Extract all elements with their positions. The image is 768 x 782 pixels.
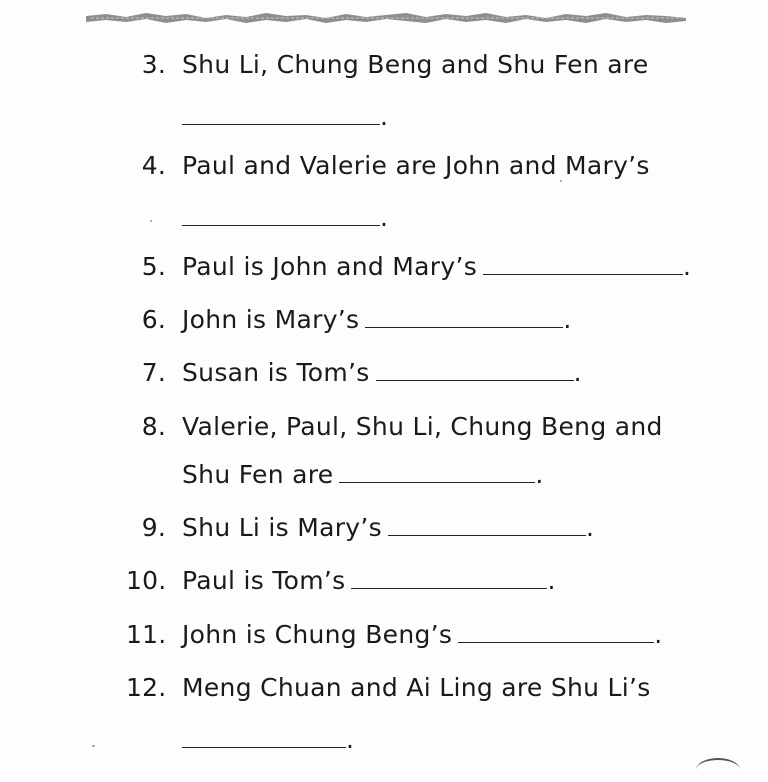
period: . (573, 358, 582, 387)
torn-paper-edge (86, 10, 686, 26)
scan-speck (560, 180, 562, 182)
answer-blank[interactable] (388, 513, 586, 536)
question-text (182, 513, 594, 543)
period: . (585, 513, 595, 542)
question-text: Valerie, Paul, Shu Li, Chung Beng and (182, 412, 663, 441)
answer-blank-row (182, 102, 388, 132)
answer-blank[interactable] (458, 620, 654, 643)
question-number: 8. (141, 412, 166, 441)
period: . (547, 566, 556, 595)
answer-blank[interactable] (376, 358, 574, 381)
question-number: 11. (126, 620, 167, 649)
answer-blank[interactable] (339, 460, 535, 483)
question-text (182, 305, 572, 335)
period: . (346, 725, 354, 754)
question-text-content: John is Mary’s (182, 305, 360, 334)
question-text-content: John is Chung Beng’s (182, 620, 453, 649)
question-text (182, 358, 582, 388)
period: . (380, 203, 388, 232)
question-text-content: Shu Fen are (182, 460, 334, 489)
question-number: 7. (141, 358, 166, 387)
question-text: Paul and Valerie are John and Mary’s (182, 151, 650, 180)
question-text-content: Shu Li is Mary’s (182, 513, 382, 542)
period: . (380, 102, 388, 131)
period: . (563, 305, 572, 334)
question-text (182, 252, 691, 282)
period: . (683, 252, 692, 281)
question-number: 5. (141, 252, 166, 281)
question-number: 3. (141, 50, 166, 79)
answer-blank[interactable] (182, 102, 380, 125)
question-text-content: Paul is Tom’s (182, 566, 346, 595)
answer-blank[interactable] (365, 305, 563, 328)
answer-blank-row (182, 203, 388, 233)
answer-blank[interactable] (182, 725, 346, 748)
answer-blank[interactable] (483, 252, 683, 275)
question-text: Shu Li, Chung Beng and Shu Fen are (182, 50, 649, 79)
question-text-continued (182, 460, 544, 490)
period: . (654, 620, 663, 649)
question-number: 9. (141, 513, 166, 542)
question-number: 10. (126, 566, 167, 595)
question-number: 4. (141, 151, 166, 180)
question-number: 12. (126, 673, 167, 702)
question-text (182, 566, 556, 596)
answer-blank-row (182, 725, 354, 755)
question-text: Meng Chuan and Ai Ling are Shu Li’s (182, 673, 651, 702)
question-text-content: Susan is Tom’s (182, 358, 370, 387)
scan-speck (92, 745, 95, 747)
answer-blank[interactable] (182, 203, 380, 226)
question-text (182, 620, 663, 650)
scan-speck (150, 220, 152, 222)
answer-blank[interactable] (351, 566, 547, 589)
question-text-content: Paul is John and Mary’s (182, 252, 478, 281)
question-number: 6. (141, 305, 166, 334)
period: . (535, 460, 544, 489)
page-corner-mark (696, 758, 740, 782)
